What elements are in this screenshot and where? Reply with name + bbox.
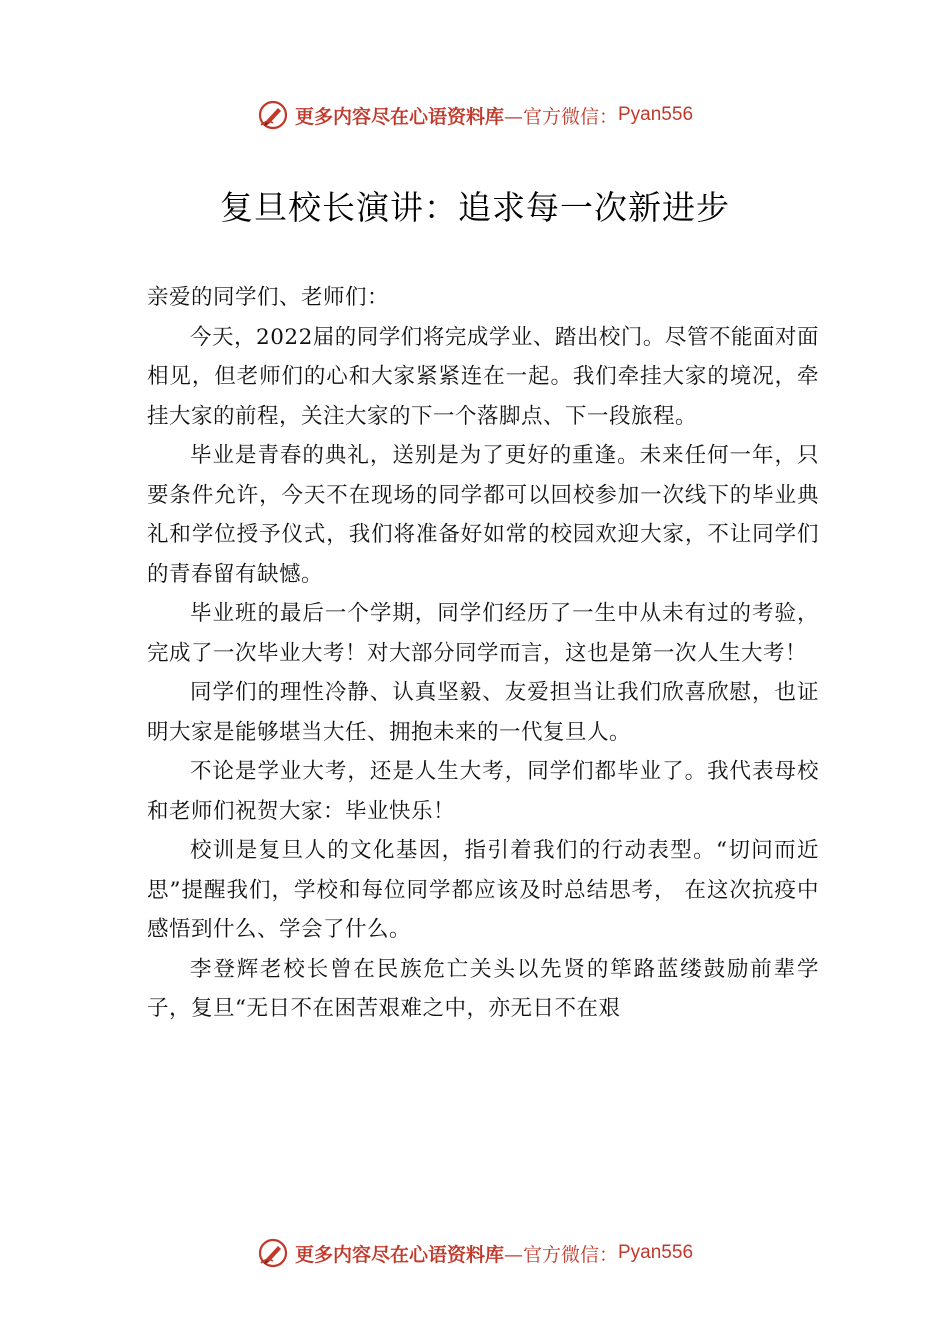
salutation: 亲爱的同学们、老师们： — [147, 285, 390, 310]
header-banner — [0, 95, 950, 135]
pen-logo-icon — [257, 99, 289, 131]
banner-separator: —官方微信： — [503, 1243, 618, 1266]
paragraph: 毕业是青春的典礼，送别是为了更好的重逢。未来任何一年，只要条件允许，今天不在现场的同学都可以回校参加一次线下的毕业典礼和学位授予仪式，我们将准备好如常的校园欢迎大家，不让同学们的青春留有缺憾。 — [147, 443, 819, 587]
banner-wechat-handle: Pyan556 — [618, 104, 694, 125]
paragraph: 校训是复旦人的文化基因，指引着我们的行动表型。“切问而近思”提醒我们，学校和每位同学都应该及时总结思考， 在这次抗疫中感悟到什么、学会了什么。 — [147, 838, 819, 942]
banner-wechat-handle: Pyan556 — [618, 1242, 694, 1263]
paragraph: 同学们的理性冷静、认真坚毅、友爱担当让我们欣喜欣慰，也证明大家是能够堪当大任、拥抱未来的一代复旦人。 — [147, 680, 819, 745]
document-title: 复旦校长演讲：追求每一次新进步 — [220, 188, 730, 227]
banner-text: 更多内容尽在心语资料库 — [294, 105, 504, 128]
banner-separator: —官方微信： — [503, 105, 618, 128]
footer-banner — [0, 1233, 950, 1273]
paragraph: 毕业班的最后一个学期，同学们经历了一生中从未有过的考验，完成了一次毕业大考！对大部分同学而言，这也是第一次人生大考！ — [147, 601, 819, 666]
banner-text: 更多内容尽在心语资料库 — [294, 1243, 504, 1266]
document-body — [147, 278, 819, 1029]
paragraph: 今天，2022届的同学们将完成学业、踏出校门。尽管不能面对面相见，但老师们的心和大家紧紧连在一起。我们牵挂大家的境况，牵挂大家的前程，关注大家的下一个落脚点、下一段旅程。 — [147, 324, 819, 429]
pen-logo-icon — [257, 1237, 289, 1269]
paragraph: 不论是学业大考，还是人生大考，同学们都毕业了。我代表母校和老师们祝贺大家：毕业快乐！ — [147, 759, 819, 824]
paragraph: 李登辉老校长曾在民族危亡关头以先贤的筚路蓝缕鼓励前辈学子，复旦“无日不在困苦艰难之中，亦无日不在艰 — [147, 956, 819, 1021]
